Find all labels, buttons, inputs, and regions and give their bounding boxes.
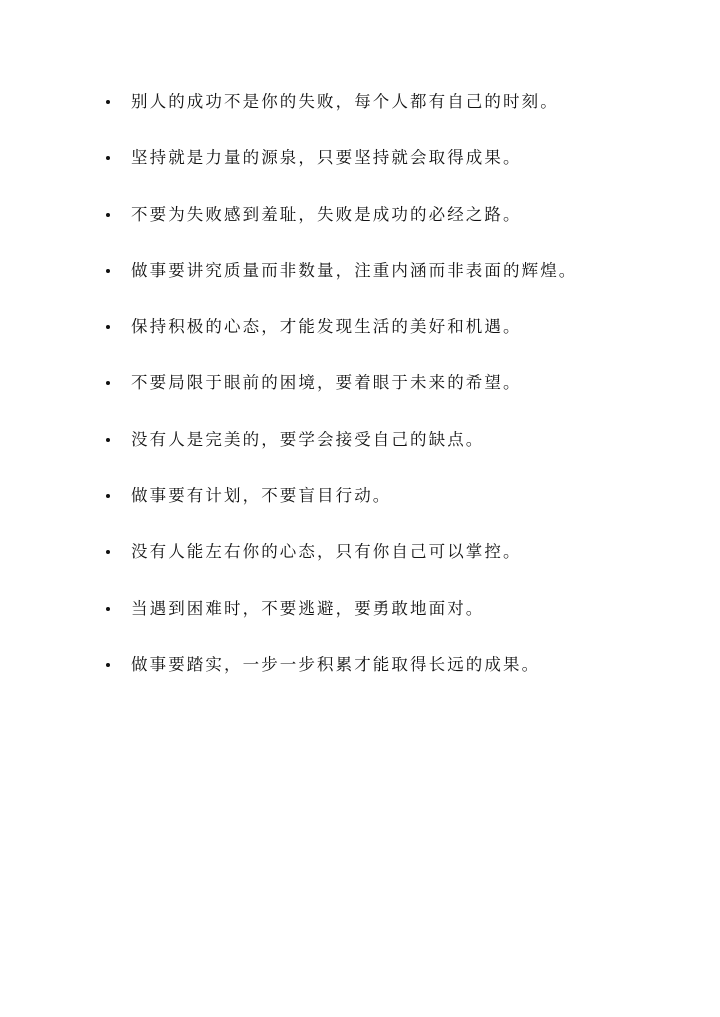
list-item-text: 不要为失败感到羞耻，失败是成功的必经之路。 — [131, 204, 522, 224]
list-item — [106, 369, 686, 397]
list-item — [106, 88, 686, 116]
list-item-text: 做事要有计划，不要盲目行动。 — [131, 486, 392, 506]
bullet-icon — [106, 494, 110, 498]
bullet-icon — [106, 550, 110, 554]
list-item-text: 做事要讲究质量而非数量，注重内涵而非表面的辉煌。 — [131, 260, 578, 280]
list-item-text: 保持积极的心态，才能发现生活的美好和机遇。 — [131, 317, 522, 337]
list-item-text: 做事要踏实，一步一步积累才能取得长远的成果。 — [131, 654, 541, 674]
bullet-icon — [106, 663, 110, 667]
bullet-icon — [106, 100, 110, 104]
bullet-icon — [106, 269, 110, 273]
list-item-text: 别人的成功不是你的失败，每个人都有自己的时刻。 — [131, 92, 559, 111]
bullet-icon — [106, 156, 110, 160]
list-item-text: 当遇到困难时，不要逃避，要勇敢地面对。 — [131, 598, 485, 618]
bullet-icon — [106, 381, 110, 385]
bullet-icon — [106, 607, 110, 611]
bullet-icon — [106, 213, 110, 217]
list-item — [106, 257, 686, 285]
list-item — [106, 201, 686, 229]
bullet-icon — [106, 325, 110, 329]
bullet-icon — [106, 438, 110, 442]
list-item — [106, 144, 686, 172]
list-item — [106, 426, 686, 454]
list-item-text: 没有人能左右你的心态，只有你自己可以掌控。 — [131, 542, 522, 562]
list-item — [106, 595, 686, 623]
list-item — [106, 482, 686, 510]
list-item — [106, 538, 686, 566]
list-item-text: 不要局限于眼前的困境，要着眼于未来的希望。 — [131, 373, 522, 393]
list-item — [106, 313, 686, 341]
list-item — [106, 651, 686, 679]
bullet-list — [106, 88, 686, 707]
list-item-text: 没有人是完美的，要学会接受自己的缺点。 — [131, 429, 485, 449]
list-item-text: 坚持就是力量的源泉，只要坚持就会取得成果。 — [131, 148, 522, 168]
